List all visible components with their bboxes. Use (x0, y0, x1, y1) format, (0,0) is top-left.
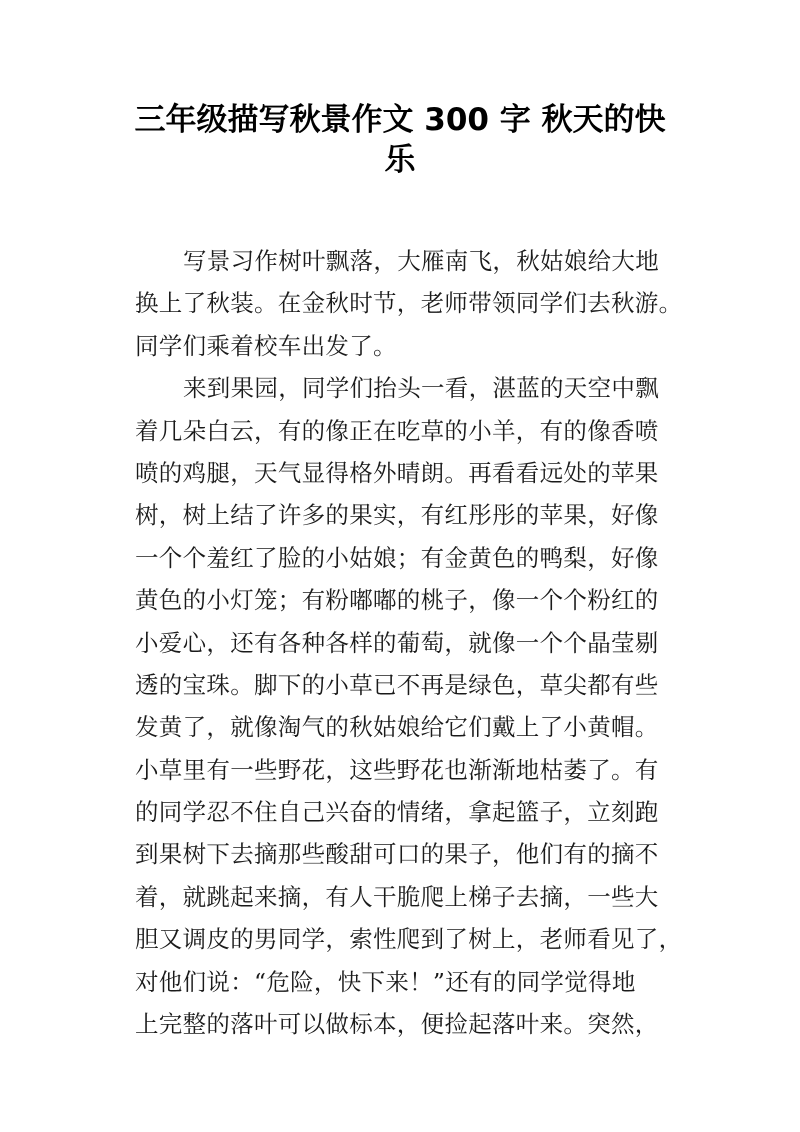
paragraph-1 (135, 240, 695, 367)
text-line: 同学们乘着校车出发了。 (135, 331, 397, 360)
document-body (135, 240, 695, 1045)
title-line: 乐 (384, 142, 416, 178)
paragraph-2 (135, 367, 695, 1045)
text-line: 写景习作树叶飘落，大雁南飞，秋姑娘给大地 (183, 247, 659, 275)
text-line: 透的宝珠。脚下的小草已不再是绿色，草尖都有些 (135, 670, 659, 699)
text-line: 着几朵白云，有的像正在吃草的小羊，有的像香喷 (135, 416, 659, 445)
text-line: 一个个羞红了脸的小姑娘；有金黄色的鸭梨，好像 (135, 543, 659, 572)
text-line: 对他们说：“危险，快下来！”还有的同学觉得地 (135, 967, 636, 996)
text-line: 树，树上结了许多的果实，有红彤彤的苹果，好像 (135, 501, 659, 530)
text-line: 发黄了，就像淘气的秋姑娘给它们戴上了小黄帽。 (135, 713, 659, 742)
text-line: 的同学忍不住自己兴奋的情绪，拿起篮子，立刻跑 (135, 798, 659, 827)
title-line: 三年级描写秋景作文 300 字 秋天的快 (134, 102, 666, 138)
document-title (100, 100, 700, 180)
text-line: 喷的鸡腿，天气显得格外晴朗。再看看远处的苹果 (135, 458, 659, 487)
text-line: 来到果园，同学们抬头一看，湛蓝的天空中飘 (183, 374, 659, 403)
text-line: 着，就跳起来摘，有人干脆爬上梯子去摘，一些大 (135, 882, 659, 911)
text-line: 黄色的小灯笼；有粉嘟嘟的桃子，像一个个粉红的 (135, 586, 659, 615)
text-line: 上完整的落叶可以做标本，便捡起落叶来。突然， (135, 1010, 659, 1039)
text-line: 胆又调皮的男同学，索性爬到了树上，老师看见了， (135, 925, 683, 954)
text-line: 到果树下去摘那些酸甜可口的果子，他们有的摘不 (135, 840, 659, 869)
text-line: 换上了秋装。在金秋时节，老师带领同学们去秋游。 (135, 289, 683, 318)
text-line: 小草里有一些野花，这些野花也渐渐地枯萎了。有 (135, 755, 659, 784)
text-line: 小爱心，还有各种各样的葡萄，就像一个个晶莹剔 (135, 628, 659, 657)
